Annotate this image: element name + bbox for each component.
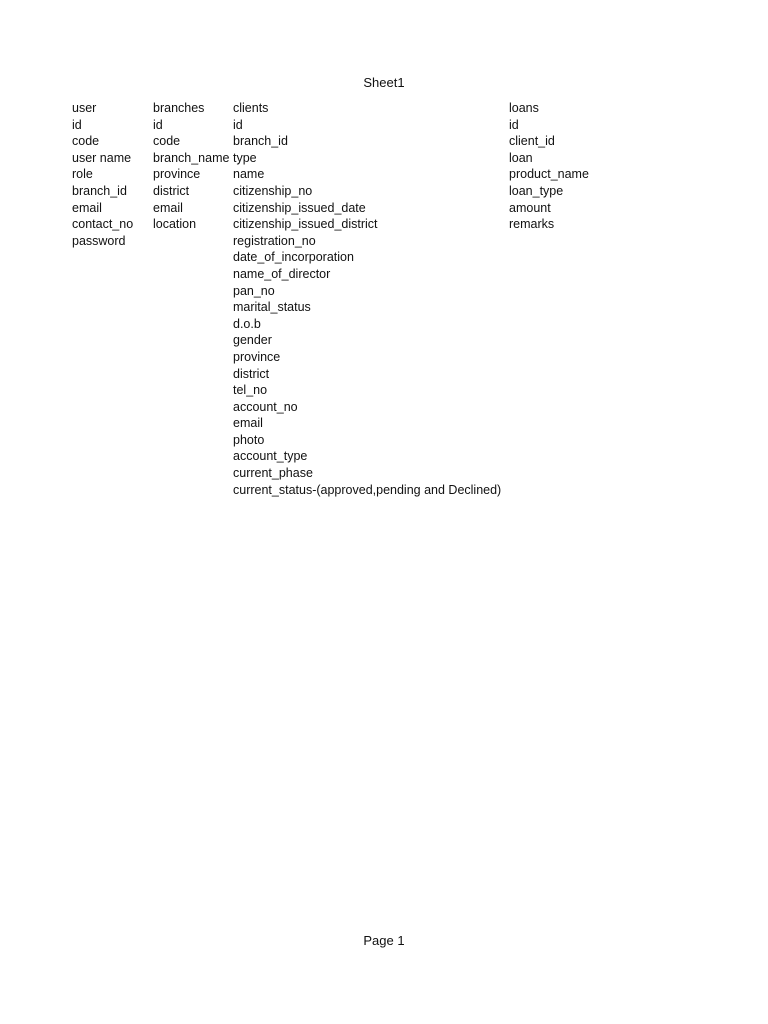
cell: contact_no: [72, 217, 134, 232]
cell: type: [233, 150, 257, 165]
cell-header: clients: [233, 101, 269, 115]
cell: user name: [72, 150, 132, 165]
cell: email: [153, 200, 183, 215]
cell: citizenship_issued_district: [233, 217, 378, 232]
cell: district: [233, 366, 270, 381]
cell: date_of_incorporation: [233, 250, 354, 265]
cell: email: [233, 416, 263, 431]
column-loans: [509, 100, 589, 233]
cell: amount: [509, 200, 551, 215]
column-branches: [153, 100, 229, 233]
cell: password: [72, 233, 126, 248]
cell: code: [153, 134, 181, 149]
cell: province: [153, 167, 201, 182]
cell: product_name: [509, 167, 589, 182]
cell: loan_type: [509, 183, 564, 198]
cell: marital_status: [233, 300, 311, 315]
cell: client_id: [509, 134, 555, 149]
cell: account_no: [233, 399, 298, 414]
cell: id: [153, 117, 163, 132]
cell-header: loans: [509, 101, 539, 115]
cell: branch_id: [72, 183, 127, 198]
cell: pan_no: [233, 283, 275, 298]
cell: current_phase: [233, 466, 313, 481]
cell: id: [233, 117, 243, 132]
cell: photo: [233, 432, 265, 447]
cell: gender: [233, 333, 272, 348]
cell: location: [153, 217, 197, 232]
column-clients: [233, 100, 501, 498]
cell: role: [72, 167, 93, 182]
page-header-title: Sheet1: [363, 75, 405, 90]
cell-header: branches: [153, 101, 205, 115]
cell: id: [72, 117, 82, 132]
cell: citizenship_issued_date: [233, 200, 366, 215]
cell: d.o.b: [233, 316, 261, 331]
cell: id: [509, 117, 519, 132]
cell: district: [153, 183, 190, 198]
cell: account_type: [233, 449, 308, 464]
cell: code: [72, 134, 100, 149]
page-footer-number: Page 1: [363, 933, 405, 948]
cell: remarks: [509, 217, 555, 232]
cell: province: [233, 349, 281, 364]
column-user: [72, 100, 133, 249]
cell: name: [233, 167, 265, 182]
cell: branch_id: [233, 134, 288, 149]
cell: current_status-(approved,pending and Declined): [233, 482, 502, 497]
cell: citizenship_no: [233, 183, 313, 198]
cell: tel_no: [233, 383, 268, 398]
cell: loan: [509, 150, 533, 165]
cell: name_of_director: [233, 266, 331, 281]
cell: email: [72, 200, 102, 215]
cell-header: user: [72, 101, 97, 115]
cell: registration_no: [233, 233, 316, 248]
cell: branch_name: [153, 150, 230, 165]
